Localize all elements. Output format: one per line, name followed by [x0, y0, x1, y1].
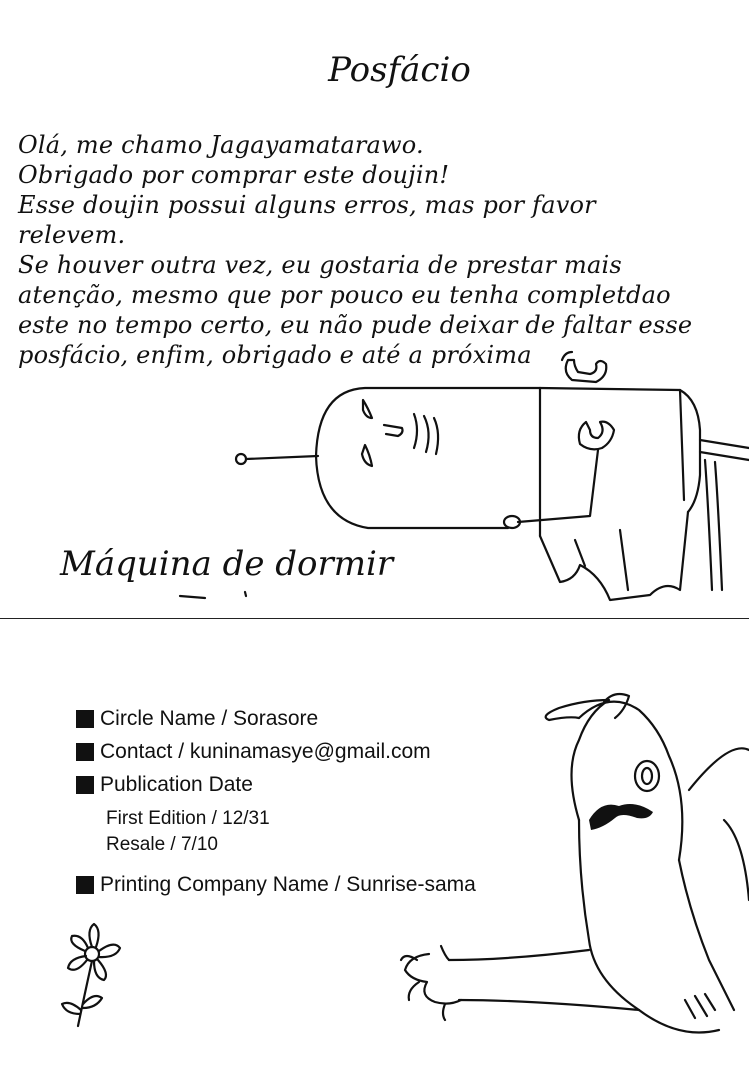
page-title: Posfácio	[328, 50, 471, 90]
afterword-line: atenção, mesmo que por pouco eu tenha completdao	[18, 281, 671, 309]
afterword-line: este no tempo certo, eu não pude deixar de faltar esse	[18, 311, 693, 339]
illustration-caption: Máquina de dormir	[60, 544, 394, 584]
mustache-creature-drawing	[389, 660, 749, 1080]
bullet-square-icon	[76, 710, 94, 728]
first-edition: First Edition / 12/31	[106, 808, 270, 829]
afterword-line: Olá, me chamo Jagayamatarawo.	[18, 131, 424, 159]
bullet-square-icon	[76, 743, 94, 761]
bullet-square-icon	[76, 876, 94, 894]
bullet-square-icon	[76, 776, 94, 794]
resale: Resale / 7/10	[106, 834, 218, 855]
publication-date-label: Publication Date	[100, 773, 253, 796]
afterword-line: relevem.	[18, 221, 126, 249]
flower-drawing	[50, 918, 170, 1038]
afterword-line: posfácio, enfim, obrigado e até a próxima	[18, 341, 532, 369]
afterword-line: Obrigado por comprar este doujin!	[18, 161, 450, 189]
section-divider	[0, 618, 749, 619]
circle-name: Circle Name / Sorasore	[100, 707, 319, 730]
afterword-line: Esse doujin possui alguns erros, mas por favor	[18, 191, 596, 219]
printing-company: Printing Company Name / Sunrise-sama	[100, 873, 476, 896]
contact-email: Contact / kuninamasye@gmail.com	[100, 740, 431, 763]
afterword-line: Se houver outra vez, eu gostaria de prestar mais	[18, 251, 622, 279]
